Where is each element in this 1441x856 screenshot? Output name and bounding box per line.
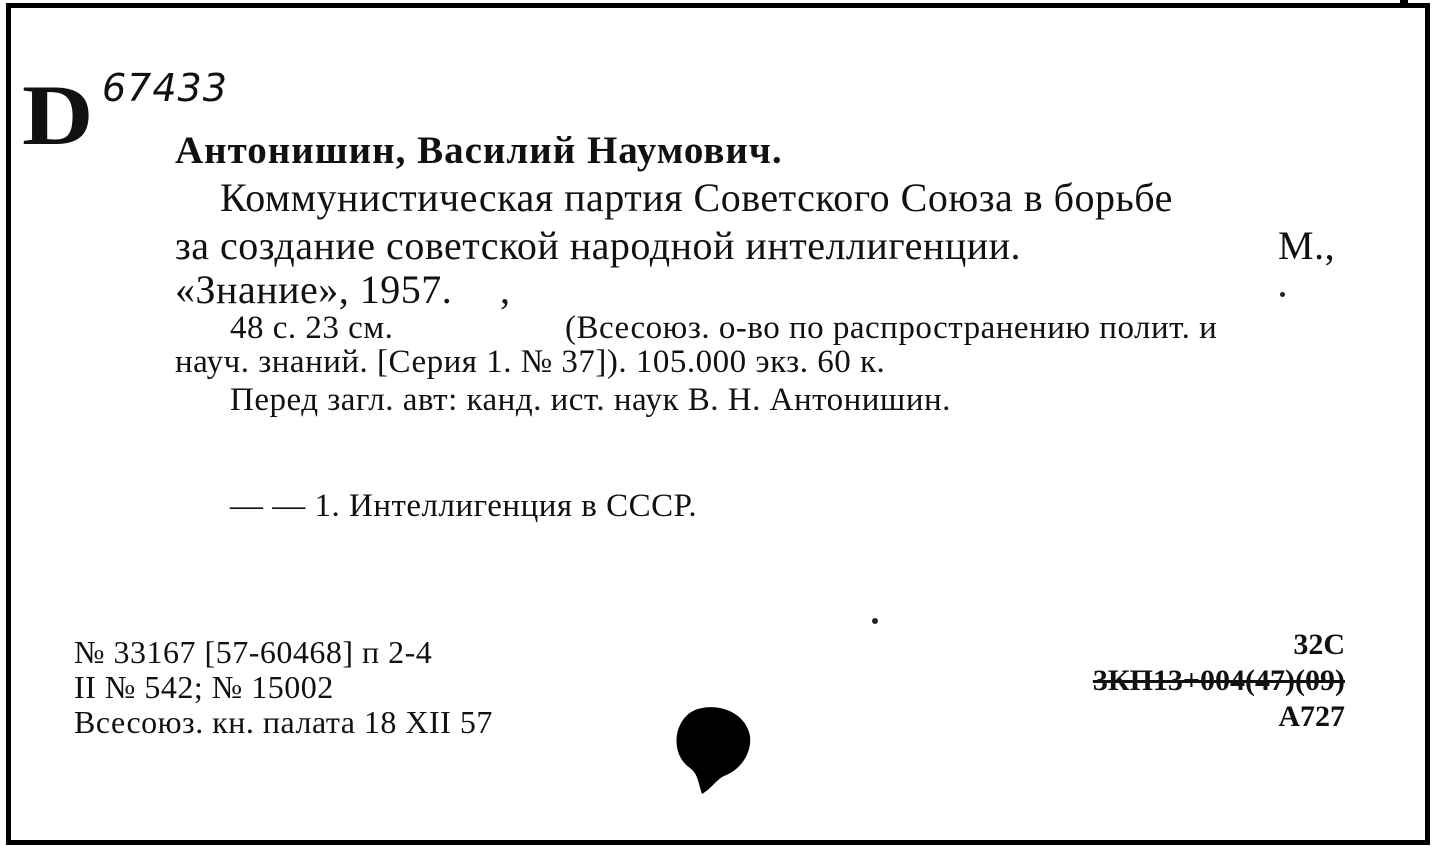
handwritten-accession-number: 67433 <box>102 66 228 110</box>
title-line-3: «Знание», 1957. <box>175 267 453 312</box>
title-line-1: Коммунистическая партия Советского Союза в борьбе <box>220 175 1173 220</box>
title-line-3-mark: , <box>500 267 511 312</box>
series-note-end: науч. знаний. [Серия 1. № 37]). 105.000 экз. 60 к. <box>175 344 886 380</box>
physical-description: 48 с. 23 см. <box>230 310 394 346</box>
author-note: Перед загл. авт: канд. ист. наук В. Н. Антонишин. <box>230 382 951 418</box>
shelf-code: А727 <box>1278 700 1345 733</box>
author-heading: Антонишин, Василий Наумович. <box>175 129 783 172</box>
struck-classification-code: 3КП13+004(47)(09) <box>1092 664 1345 697</box>
subject-heading: — — 1. Интеллигенция в СССР. <box>230 488 698 524</box>
title-line-2-place: М., <box>1278 223 1336 268</box>
ink-blot <box>672 704 752 796</box>
footer-line-3: Всесоюз. кн. палата 18 XII 57 <box>74 704 493 740</box>
series-note-start: (Всесоюз. о-во по распространению полит. и <box>565 310 1218 346</box>
ink-dot <box>1280 292 1285 297</box>
footer-line-1: № 33167 [57-60468] п 2-4 <box>74 634 433 670</box>
ink-dot <box>872 618 878 624</box>
classification-code: 32С <box>1293 628 1345 661</box>
card-edge-mark <box>1400 0 1408 3</box>
title-line-2: за создание советской народной интеллигенции. <box>175 223 1022 268</box>
footer-line-2: II № 542; № 15002 <box>74 669 334 705</box>
library-initial-stamp: D <box>22 67 94 163</box>
